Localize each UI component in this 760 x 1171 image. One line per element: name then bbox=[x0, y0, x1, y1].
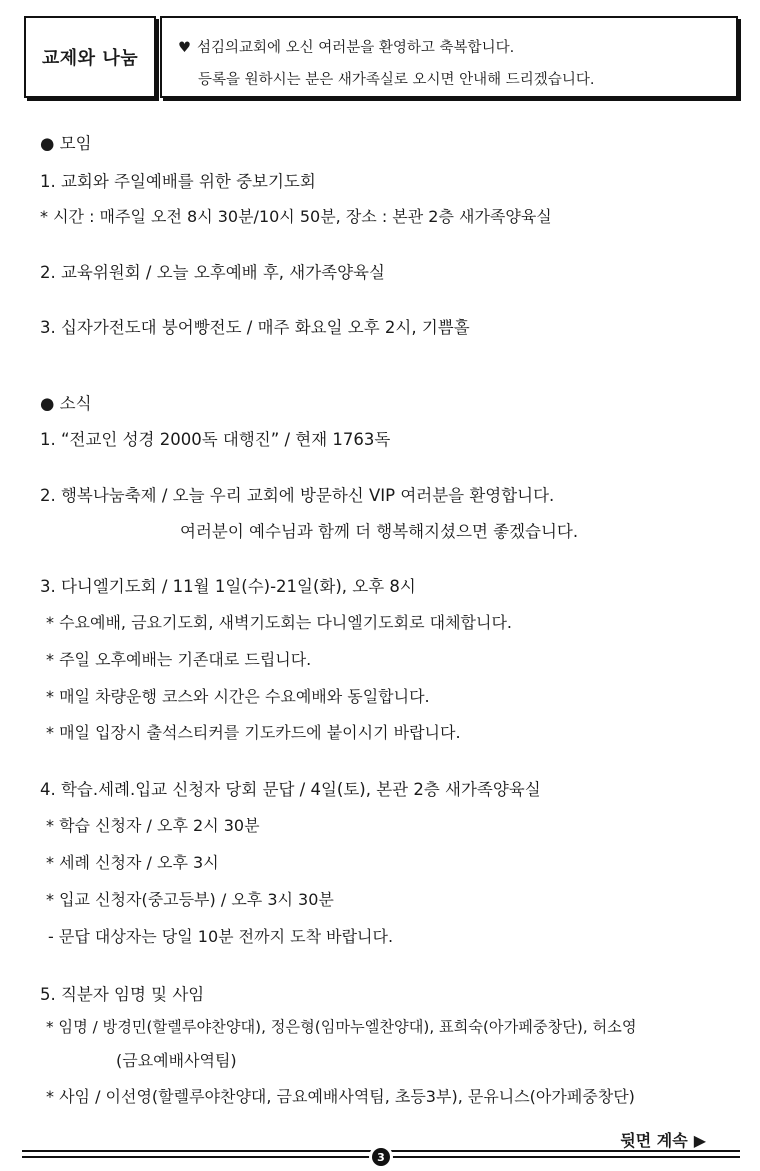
list-item: 1. “전교인 성경 2000독 대행진” / 현재 1763독 bbox=[40, 430, 391, 449]
welcome-line-1: ♥ 섬김의교회에 오신 여러분을 환영하고 축복합니다. bbox=[178, 40, 515, 56]
list-item: 3. 다니엘기도회 / 11월 1일(수)-21일(화), 오후 8시 bbox=[40, 577, 416, 596]
list-item-continuation: 여러분이 예수님과 함께 더 행복해지셨으면 좋겠습니다. bbox=[180, 522, 579, 541]
continued-notice: 뒷면 계속 ▶ bbox=[620, 1131, 706, 1150]
welcome-box bbox=[160, 16, 738, 98]
page-number-badge: 3 bbox=[372, 1148, 390, 1166]
list-item-detail: * 매일 입장시 출석스티커를 기도카드에 붙이시기 바랍니다. bbox=[46, 723, 461, 742]
list-item: 3. 십자가전도대 붕어빵전도 / 매주 화요일 오후 2시, 기쁨홀 bbox=[40, 318, 470, 337]
list-item-detail: * 세례 신청자 / 오후 3시 bbox=[46, 853, 219, 872]
list-item-detail: * 매일 차량운행 코스와 시간은 수요예배와 동일합니다. bbox=[46, 687, 430, 706]
list-item: 2. 행복나눔축제 / 오늘 우리 교회에 방문하신 VIP 여러분을 환영합니다. bbox=[40, 486, 555, 505]
list-item-detail: * 사임 / 이선영(할렐루야찬양대, 금요예배사역팀, 초등3부), 문유니스(아가페중창단) bbox=[46, 1087, 635, 1106]
header bbox=[22, 14, 740, 100]
list-item-detail: * 임명 / 방경민(할렐루야찬양대), 정은형(임마누엘찬양대), 표희숙(아가페중창단), 허소영 bbox=[46, 1018, 637, 1036]
heart-icon: ♥ bbox=[178, 40, 191, 56]
list-item-note: - 문답 대상자는 당일 10분 전까지 도착 바랍니다. bbox=[48, 927, 394, 946]
list-item-detail: * 수요예배, 금요기도회, 새벽기도회는 다니엘기도회로 대체합니다. bbox=[46, 613, 513, 632]
section-title-box bbox=[24, 16, 156, 98]
list-item: 1. 교회와 주일예배를 위한 중보기도회 bbox=[40, 172, 316, 191]
welcome-line-2: 등록을 원하시는 분은 새가족실로 오시면 안내해 드리겠습니다. bbox=[198, 72, 595, 88]
list-item: 5. 직분자 임명 및 사임 bbox=[40, 985, 205, 1004]
section-title: 교제와 나눔 bbox=[41, 48, 139, 69]
triangle-right-icon: ▶ bbox=[693, 1131, 706, 1150]
list-item-detail: * 시간 : 매주일 오전 8시 30분/10시 50분, 장소 : 본관 2층 새가족양육실 bbox=[40, 207, 552, 226]
list-item-detail: * 입교 신청자(중고등부) / 오후 3시 30분 bbox=[46, 890, 334, 909]
section-heading-news: ● 소식 bbox=[40, 394, 92, 413]
section-heading-meetings: ● 모임 bbox=[40, 134, 92, 153]
list-item: 2. 교육위원회 / 오늘 오후예배 후, 새가족양육실 bbox=[40, 263, 385, 282]
list-item-continuation: (금요예배사역팀) bbox=[116, 1051, 237, 1070]
list-item: 4. 학습.세례.입교 신청자 당회 문답 / 4일(토), 본관 2층 새가족양육실 bbox=[40, 780, 541, 799]
list-item-detail: * 주일 오후예배는 기존대로 드립니다. bbox=[46, 650, 312, 669]
list-item-detail: * 학습 신청자 / 오후 2시 30분 bbox=[46, 816, 260, 835]
